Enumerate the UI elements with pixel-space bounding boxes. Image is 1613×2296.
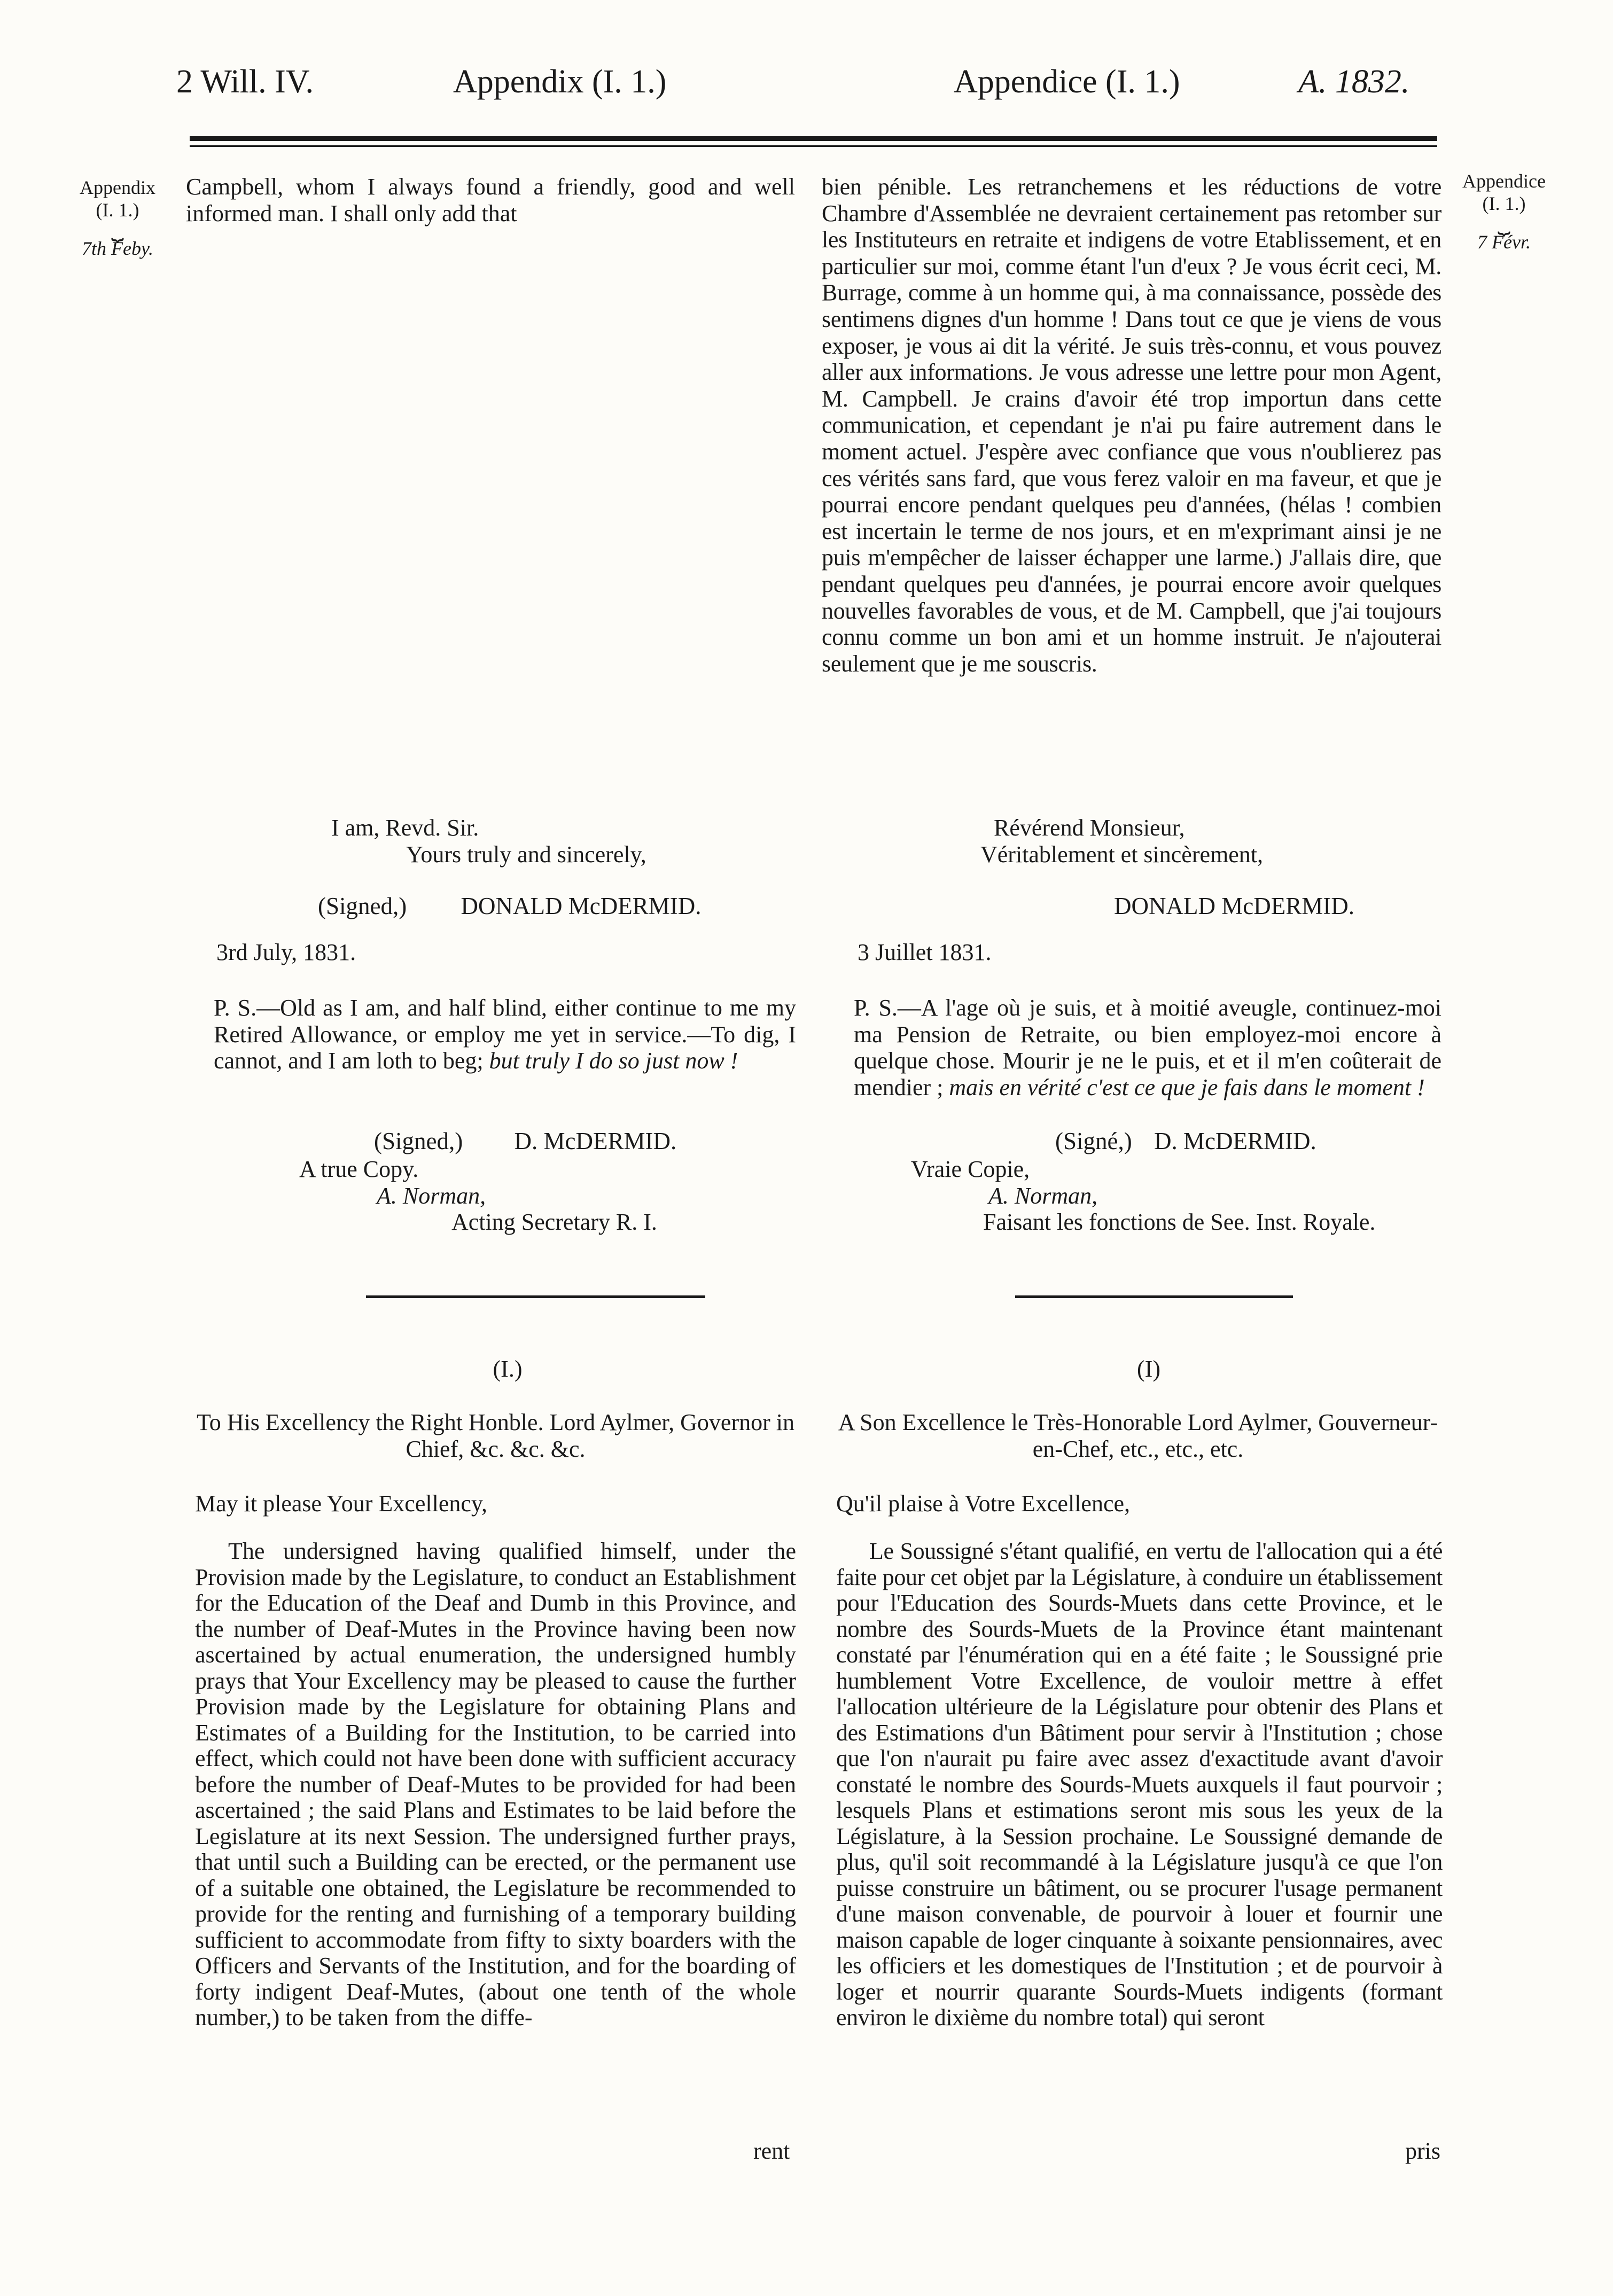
english-true-copy: A true Copy. A. Norman, Acting Secretary R. I. [299,1156,657,1235]
header-right-title: Appendice (I. 1.) [954,64,1180,100]
margin-date: 7 Févr. [1477,231,1531,253]
petition-body: The undersigned having qualified himself, under the Provision made by the Legislature, to conduct an Establishment for the Education of the Deaf and Dumb in this Province, and the number of Deaf-Mutes in the Province having been now ascertained by actual enumeration, the undersigned humbly prays that Your Excellency may be pleased to cause the further Provision made by the Legislature for obtaining Plans and Estimates of a Building for the Institution, to be carried into effect, which could not have been done with sufficient accuracy before the number of Deaf-Mutes to be provided for had been ascertained ; the said Plans and Estimates to be laid before the Legislature at its next Session. The undersigned further prays, that until such a Building can be erected, or the permanent use of a suitable one obtained, the Legislature be recommended to provide for the renting and furnishing of a temporary building sufficient to accommodate from fifty to sixty boarders with the Officers and Servants of the Institution, and for the boarding of forty indigent Deaf-Mutes, (about one tenth of the whole number,) to be taken from the diffe- [195,1538,796,2031]
margin-appendix-label: Appendice [1462,170,1546,192]
french-closing [980,815,1443,868]
french-letter-body: bien pénible. Les retranchemens et les réductions de votre Chambre d'Assemblée ne devraient certainement pas retomber sur les Instituteurs en retraite et indigens de votre Etablissement, et en particulier sur moi, comme étant l'un d'eux ? Je vous écrit ceci, M. Burrage, comme à un homme qui, à ma connaissance, possède des sentimens dignes d'un homme ! Dans tout ce que je viens de vous exposer, je vous ai dit la vérité. Je suis très-connu, et vous pouvez aller aux informations. Je vous adresse une lettre pour mon Agent, M. Campbell. Je crains d'avoir été trop importun dans cette communication, et cependant je n'ai pu faire autrement dans le moment actuel. J'espère avec confiance que vous n'oublierez pas ces vérités sans fard, que vous ferez valoir en ma faveur, et que je pourrai encore pendant quelques peu d'années, (hélas ! combien est incertain le terme de nos jours, et en m'exprimant ainsi je ne puis m'empêcher de laisser échapper une larme.) J'allais dire, que pendant quelques peu d'années, je pourrai encore avoir quelques nouvelles favorables de vous, et de M. Campbell, que j'ai toujours connu comme un bon ami et un homme instruit. Je n'ajouterai seulement que je me souscris. [822,174,1441,677]
french-true-copy: Vraie Copie, A. Norman, Faisant les fonctions de See. Inst. Royale. [911,1156,1376,1235]
petition-address: A Son Excellence le Très-Honorable Lord Aylmer, Gouverneur-en-Chef, etc., etc., etc. [838,1409,1438,1462]
english-closing [331,815,791,868]
signed-label: (Signed,) [374,1128,463,1154]
margin-appendix-ref: (I. 1.) [96,199,139,221]
french-postscript: P. S.—A l'age où je suis, et à moitié aveugle, continuez-moi ma Pension de Retraite, ou bien employez-moi encore à quelque chose. Mourir je ne le puis, et et il m'en coûterait de mendier ; mais en vérité c'est ce que je fais dans le moment ! [854,995,1441,1100]
signature: DONALD McDERMID. [461,893,702,919]
signed-label: (Signé,) [1055,1128,1132,1154]
margin-note-left [56,176,179,260]
margin-date: 7th Feby. [82,238,153,259]
brace-icon: ⏟ [111,217,124,241]
french-letter-date: 3 Juillet 1831. [858,939,992,965]
petition-number: (I) [1137,1356,1160,1382]
petition-salutation: May it please Your Excellency, [195,1490,488,1517]
margin-note-right [1443,170,1565,253]
closing-line: Véritablement et sincèrement, [980,841,1263,868]
section-separator [366,1295,705,1298]
french-signature: DONALD McDERMID. [1114,893,1354,919]
petition-address: To His Excellency the Right Honble. Lord Aylmer, Governor in Chief, &c. &c. &c. [197,1409,794,1462]
closing-line: Révérend Monsieur, [994,815,1185,841]
french-signature-2 [1055,1128,1440,1155]
header-year: A. 1832. [1298,64,1410,100]
margin-appendix-label: Appendix [80,177,155,198]
english-letter-body: Campbell, whom I always found a friendly, good and well informed man. I shall only add that [186,174,795,227]
signature: D. McDERMID. [514,1128,677,1154]
header-rule-thin [190,145,1437,147]
signature: D. McDERMID. [1154,1128,1316,1154]
catchword: rent [753,2138,790,2164]
petition-body: Le Soussigné s'étant qualifié, en vertu de l'allocation qui a été faite pour cet objet par la Législature, à conduire un établissement pour l'Education des Sourds-Muets dans cette Province, et le nombre des Sourds-Muets de la Province étant maintenant constaté par l'énumération qui en a été faite ; le Soussigné prie humblement Votre Excellence, de vouloir mettre à effet l'allocation ultérieure de la Législature pour obtenir des Plans et des Estimations d'un Bâtiment pour servir à l'Institution ; chose que l'on n'aurait pu faire avec assez d'exactitude avant d'avoir constaté le nombre des Sourds-Muets auxquels il faut pourvoir ; lesquels Plans et estimations seront mis sous les yeux de la Législature, à la Session prochaine. Le Soussigné demande de plus, qu'il soit recommandé à la Législature jusqu'à ce que l'on puisse construire un bâtiment, ou se procurer l'usage permanent d'une maison convenable, de pourvoir à louer et fournir une maison capable de loger cinquante à soixante pensionnaires, avec les officiers et les domestiques de l'Institution ; et de pourvoir à loger et nourrir quarante Sourds-Muets indigents (formant environ le dixième du nombre total) qui seront [836,1538,1443,2031]
english-signature-2 [374,1128,801,1155]
margin-appendix-ref: (I. 1.) [1482,193,1526,214]
closing-line: Yours truly and sincerely, [406,841,646,868]
header-rule-thick [190,136,1437,141]
petition-salutation: Qu'il plaise à Votre Excellence, [836,1490,1130,1517]
brace-icon: ⏟ [1498,210,1510,235]
section-separator [1015,1295,1293,1298]
english-letter-date: 3rd July, 1831. [216,939,356,965]
petition-number: (I.) [493,1356,523,1382]
english-postscript: P. S.—Old as I am, and half blind, either continue to me my Retired Allowance, or employ me yet in service.—To dig, I cannot, and I am loth to beg; but truly I do so just now ! [214,995,796,1074]
closing-line: I am, Revd. Sir. [331,815,479,841]
catchword: pris [1405,2138,1440,2164]
signed-label: (Signed,) [318,893,407,919]
header-left-title: Appendix (I. 1.) [453,64,667,100]
english-signature-block [318,893,799,920]
header-regnal-year: 2 Will. IV. [176,64,314,100]
